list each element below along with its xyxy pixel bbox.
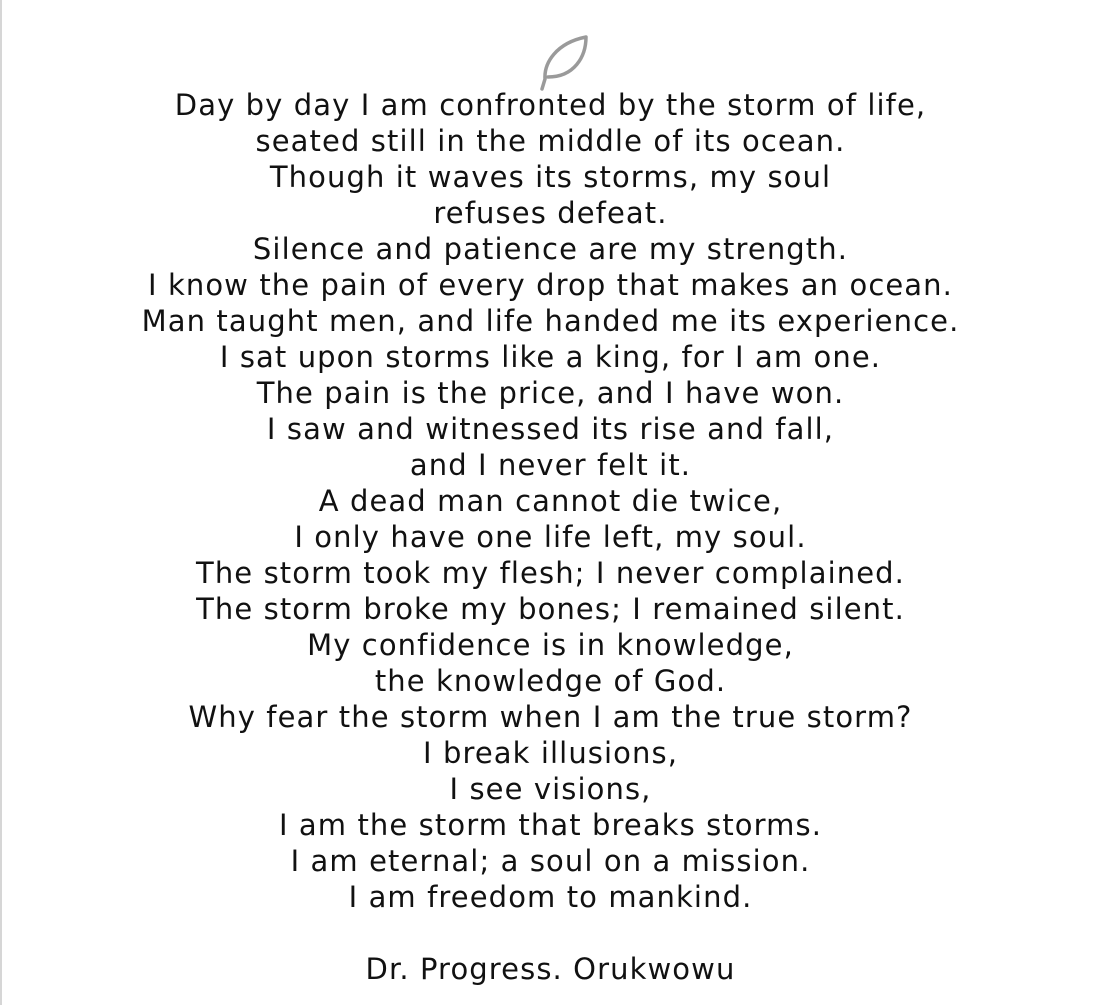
poem-line: and I never felt it.: [409, 448, 692, 482]
poem-line: I know the pain of every drop that makes an ocean.: [148, 268, 953, 302]
poem-line: the knowledge of God.: [374, 664, 727, 698]
poem-line: The storm broke my bones; I remained silent.: [196, 592, 905, 626]
poem-line: I break illusions,: [422, 736, 679, 770]
poem: [0, 87, 1101, 915]
poem-line: I am freedom to mankind.: [348, 880, 753, 914]
poem-line: I see visions,: [449, 772, 652, 806]
poem-line: The storm took my flesh; I never complained.: [196, 556, 905, 590]
poem-line: The pain is the price, and I have won.: [256, 376, 845, 410]
poem-line: Why fear the storm when I am the true storm?: [188, 700, 913, 734]
poem-line: My confidence is in knowledge,: [307, 628, 794, 662]
author-signature: Dr. Progress. Orukwowu: [365, 952, 736, 986]
poem-line: I saw and witnessed its rise and fall,: [266, 412, 835, 446]
poem-line: Day by day I am confronted by the storm of life,: [174, 88, 927, 122]
poem-line: A dead man cannot die twice,: [318, 484, 783, 518]
poem-line: I sat upon storms like a king, for I am one.: [219, 340, 882, 374]
leaf-icon: [536, 33, 592, 91]
poem-line: Though it waves its storms, my soul: [269, 160, 832, 194]
poem-line: Silence and patience are my strength.: [252, 232, 849, 266]
poem-line: I only have one life left, my soul.: [294, 520, 807, 554]
poem-line: I am eternal; a soul on a mission.: [290, 844, 811, 878]
poem-line: Man taught men, and life handed me its experience.: [141, 304, 960, 338]
poem-line: I am the storm that breaks storms.: [278, 808, 823, 842]
poem-line: refuses defeat.: [433, 196, 668, 230]
poem-line: seated still in the middle of its ocean.: [255, 124, 846, 158]
